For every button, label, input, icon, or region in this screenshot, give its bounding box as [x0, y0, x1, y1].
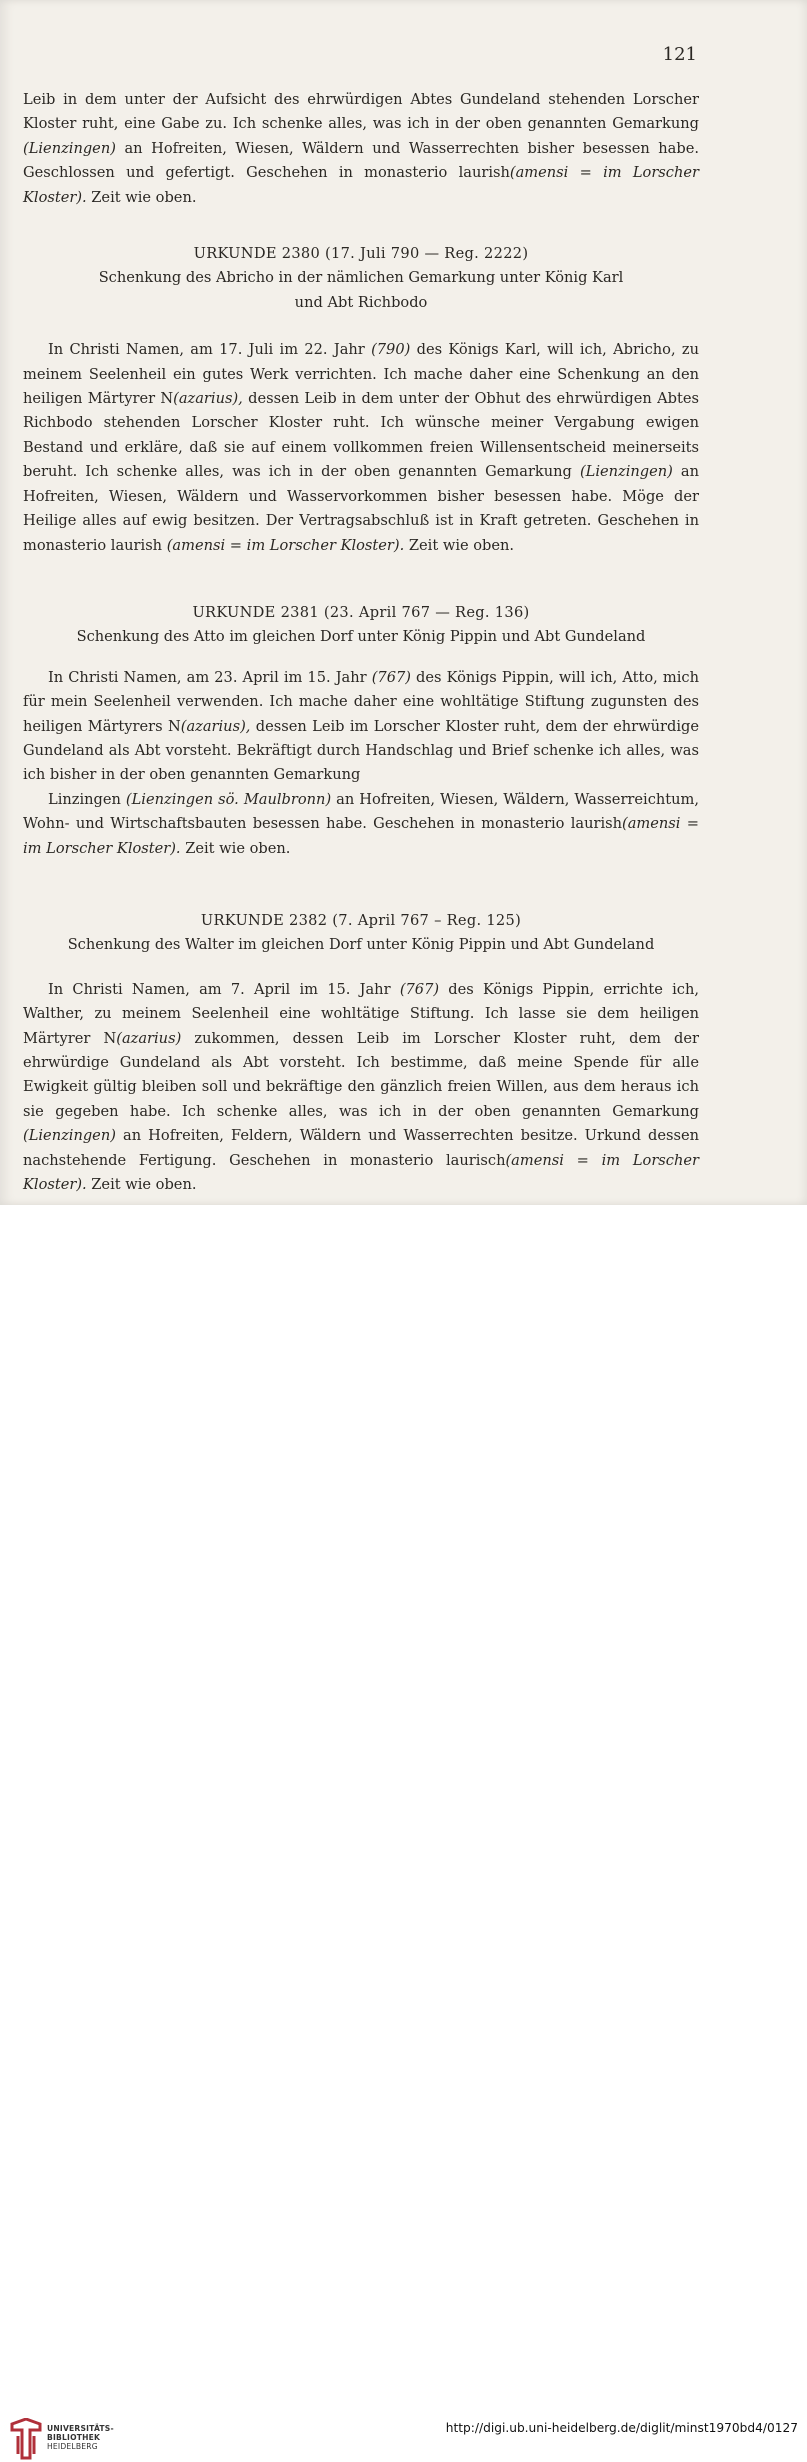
document-subheading: Schenkung des Walter im gleichen Dorf unter König Pippin und Abt Gundeland [67, 936, 655, 954]
text-run: an Hofreiten, Wiesen, Wäldern und Wasserrechten bisher besessen habe. Geschlossen und gefertigt. Geschehen in monasterio laurish [23, 139, 699, 182]
document-heading: URKUNDE 2382 (7. April 767 – Reg. 125) [200, 911, 522, 929]
text-run: In Christi Namen, am 17. Juli im 22. Jahr [48, 341, 372, 359]
university-library-logo [8, 2418, 44, 2462]
italic-text-run: (Lienzingen sö. Maulbronn) [125, 790, 332, 808]
italic-text-run: (amensi = im Lorscher Kloster). [166, 536, 405, 554]
library-name-line: BIBLIOTHEK [47, 2433, 101, 2443]
page-text [23, 88, 699, 1197]
text-run: Zeit wie oben. [180, 839, 291, 857]
italic-text-run: (Lienzingen) [23, 1127, 116, 1145]
italic-text-run: (767) [371, 668, 411, 686]
text-run: In Christi Namen, am 23. April im 15. Jahr [48, 668, 372, 686]
italic-text-run: (azarius), [173, 390, 243, 408]
italic-text-run: (azarius), [180, 717, 251, 735]
document-heading: URKUNDE 2381 (23. April 767 — Reg. 136) [192, 603, 530, 621]
document-heading: URKUNDE 2380 (17. Juli 790 — Reg. 2222) [193, 245, 529, 263]
text-run: zukommen, dessen Leib im Lorscher Kloster ruht, dem der ehrwürdige Gundeland als Abt vorsteht. Ich bestimme, daß meine Spende für alle Ewigkeit gültig bleiben soll und bekräftige den gänzlich freien Willen, aus dem heraus ich sie gegeben habe. Ich schenke alles, was ich in der oben genannten Gemarkung [23, 1029, 700, 1120]
document-paragraph [23, 788, 699, 861]
document-subheading: Schenkung des Abricho in der nämlichen Gemarkung unter König Karl [98, 269, 624, 287]
document-paragraph [23, 978, 699, 1198]
library-name-line: UNIVERSITÄTS- [47, 2424, 114, 2433]
text-run: Zeit wie oben. [86, 188, 197, 206]
text-run: Zeit wie oben. [404, 536, 515, 554]
scanned-page [0, 0, 807, 1205]
text-run: Zeit wie oben. [86, 1176, 197, 1194]
italic-text-run: (767) [399, 980, 440, 998]
italic-text-run: (Lienzingen) [23, 139, 116, 157]
document-paragraph [23, 666, 699, 788]
text-run: des Königs Karl, will ich, Abricho, zu meinem Seelenheil ein gutes Werk verrichten. Ich mache daher eine Schenkung an den heiligen Märtyrer N [23, 341, 699, 408]
text-run: an Hofreiten, Wiesen, Wäldern, Wasserreichtum, Wohn- und Wirtschaftsbauten besessen habe. Geschehen in monasterio laurish [23, 790, 700, 833]
italic-text-run: (Lienzingen) [579, 463, 673, 481]
text-run: Leib in dem unter der Aufsicht des ehrwürdigen Abtes Gundeland stehenden Lorscher Kloster ruht, eine Gabe zu. Ich schenke alles, was ich in der oben genannten Gemarkung [23, 91, 699, 133]
text-run: an Hofreiten, Wiesen, Wäldern und Wasservorkommen bisher besessen habe. Möge der Heilige alles auf ewig besitzen. Der Vertragsabschluß ist in Kraft getreten. Geschehen in monasterio laurish [23, 463, 699, 554]
intro-paragraph [23, 88, 699, 210]
italic-text-run: (azarius) [116, 1029, 182, 1047]
page-url-link[interactable]: http://digi.ub.uni-heidelberg.de/diglit/minst1970bd4/0127 [445, 2421, 798, 2435]
text-run: des Königs Pippin, errichte ich, Walther, zu meinem Seelenheil eine wohltätige Stiftung. Ich lasse sie dem heiligen Märtyrer N [23, 980, 699, 1047]
text-run: an Hofreiten, Feldern, Wäldern und Wasserrechten besitze. Urkund dessen nachstehende Fertigung. Geschehen in monasterio laurisch [23, 1127, 699, 1169]
document-paragraph [23, 338, 699, 558]
italic-text-run: (amensi = im Lorscher Kloster). [23, 815, 699, 857]
text-run: dessen Leib im Lorscher Kloster ruht, dem der ehrwürdige Gundeland als Abt vorsteht. Bekräftigt durch Handschlag und Brief schenke ich alles, was ich bisher in der oben genannten Gemarkung [23, 717, 699, 784]
italic-text-run: (amensi = im Lorscher Kloster). [23, 164, 699, 206]
library-name-line: HEIDELBERG [47, 2442, 98, 2452]
italic-text-run: (790) [371, 341, 411, 359]
library-name [47, 2424, 167, 2452]
document-subheading: und Abt Richbodo [294, 293, 428, 311]
page-number: 121 [662, 44, 697, 65]
text-run: des Königs Pippin, will ich, Atto, mich für mein Seelenheil verwenden. Ich mache daher eine wohltätige Stiftung zugunsten des heiligen Märtyrers N [23, 668, 699, 735]
text-run: In Christi Namen, am 7. April im 15. Jahr [48, 980, 400, 998]
viewer-footer [0, 1205, 807, 2452]
italic-text-run: (amensi = im Lorscher Kloster). [23, 1151, 699, 1194]
text-run: dessen Leib in dem unter der Obhut des ehrwürdigen Abtes Richbodo stehenden Lorscher Kloster ruht. Ich wünsche meiner Vergabung ewigen Bestand und erkläre, daß sie auf einem vollkommen freien Willensentscheid meinerseits beruht. Ich schenke alles, was ich in der oben genannten Gemarkung [23, 390, 699, 481]
document-subheading: Schenkung des Atto im gleichen Dorf unter König Pippin und Abt Gundeland [76, 628, 646, 646]
text-run: Linzingen [48, 790, 126, 808]
